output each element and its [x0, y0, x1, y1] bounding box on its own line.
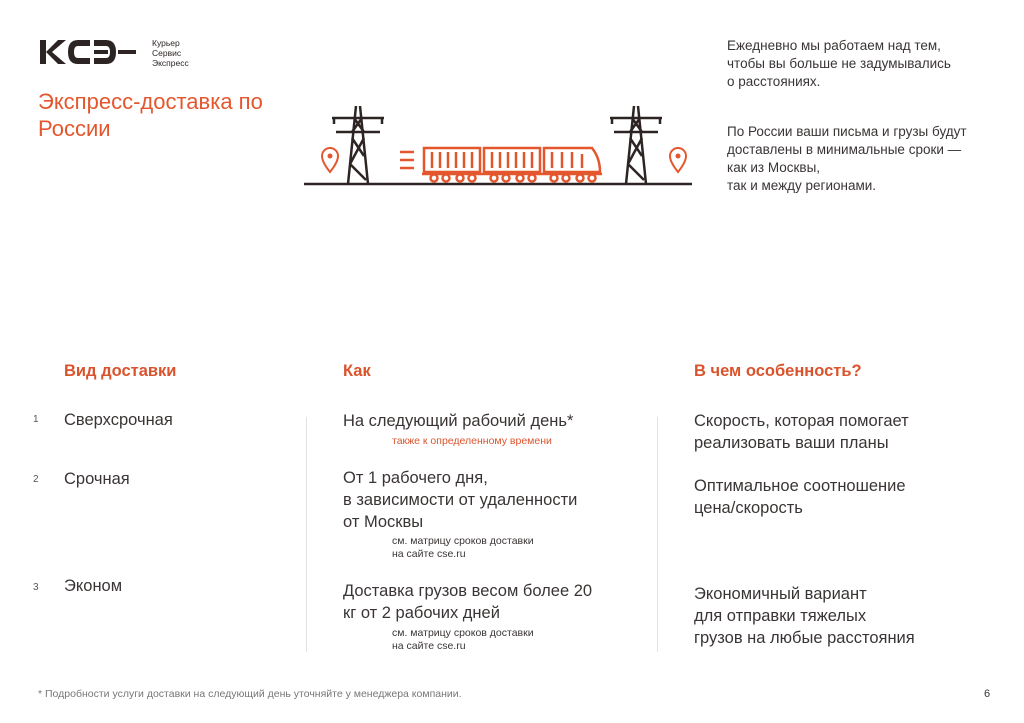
column-header-feature: В чем особенность? — [694, 362, 862, 380]
power-pylon-icon — [610, 106, 662, 184]
intro-paragraph-2: По России ваши письма и грузы будут доставлены в минимальные сроки — как из Москвы, так и между регионами. — [727, 124, 967, 193]
speed-lines — [400, 152, 414, 168]
column-divider — [306, 417, 307, 652]
company-logo — [38, 36, 203, 72]
logo-line-3: Экспресс — [152, 58, 189, 68]
power-pylon-icon — [332, 106, 384, 184]
map-pin-icon — [322, 148, 338, 172]
delivery-feature: Оптимальное соотношение цена/скорость — [694, 477, 906, 517]
delivery-type: Эконом — [64, 577, 123, 595]
delivery-note: см. матрицу сроков доставки на сайте cse.ru — [392, 627, 534, 652]
delivery-note: см. матрицу сроков доставки на сайте cse.ru — [392, 535, 534, 560]
column-header-type: Вид доставки — [64, 362, 177, 380]
delivery-note: также к определенному времени — [392, 435, 552, 447]
page-title: Экспресс-доставка по России — [38, 89, 263, 141]
map-pin-icon — [670, 148, 686, 172]
footnote: * Подробности услуги доставки на следующий день уточняйте у менеджера компании. — [38, 688, 462, 700]
row-number: 1 — [33, 414, 39, 425]
logo-line-1: Курьер — [152, 38, 180, 48]
delivery-feature: Экономичный вариант для отправки тяжелых грузов на любые расстояния — [694, 585, 915, 647]
delivery-how: Доставка грузов весом более 20 кг от 2 рабочих дней — [343, 582, 593, 622]
delivery-how: От 1 рабочего дня, в зависимости от удаленности от Москвы — [343, 469, 578, 531]
delivery-illustration — [302, 100, 694, 192]
column-divider — [657, 417, 658, 652]
page-number: 6 — [984, 688, 991, 700]
delivery-how: На следующий рабочий день* — [343, 412, 574, 430]
column-header-how: Как — [343, 362, 371, 380]
delivery-type: Сверхсрочная — [64, 411, 173, 429]
delivery-type: Срочная — [64, 470, 130, 488]
intro-paragraph-1: Ежедневно мы работаем над тем, чтобы вы больше не задумывались о расстояниях. — [727, 38, 951, 89]
logo-line-2: Сервис — [152, 48, 182, 58]
row-number: 2 — [33, 474, 39, 485]
delivery-feature: Скорость, которая помогает реализовать ваши планы — [694, 412, 909, 452]
row-number: 3 — [33, 582, 39, 593]
train-icon — [422, 148, 602, 182]
kse-logo-mark — [38, 36, 148, 72]
